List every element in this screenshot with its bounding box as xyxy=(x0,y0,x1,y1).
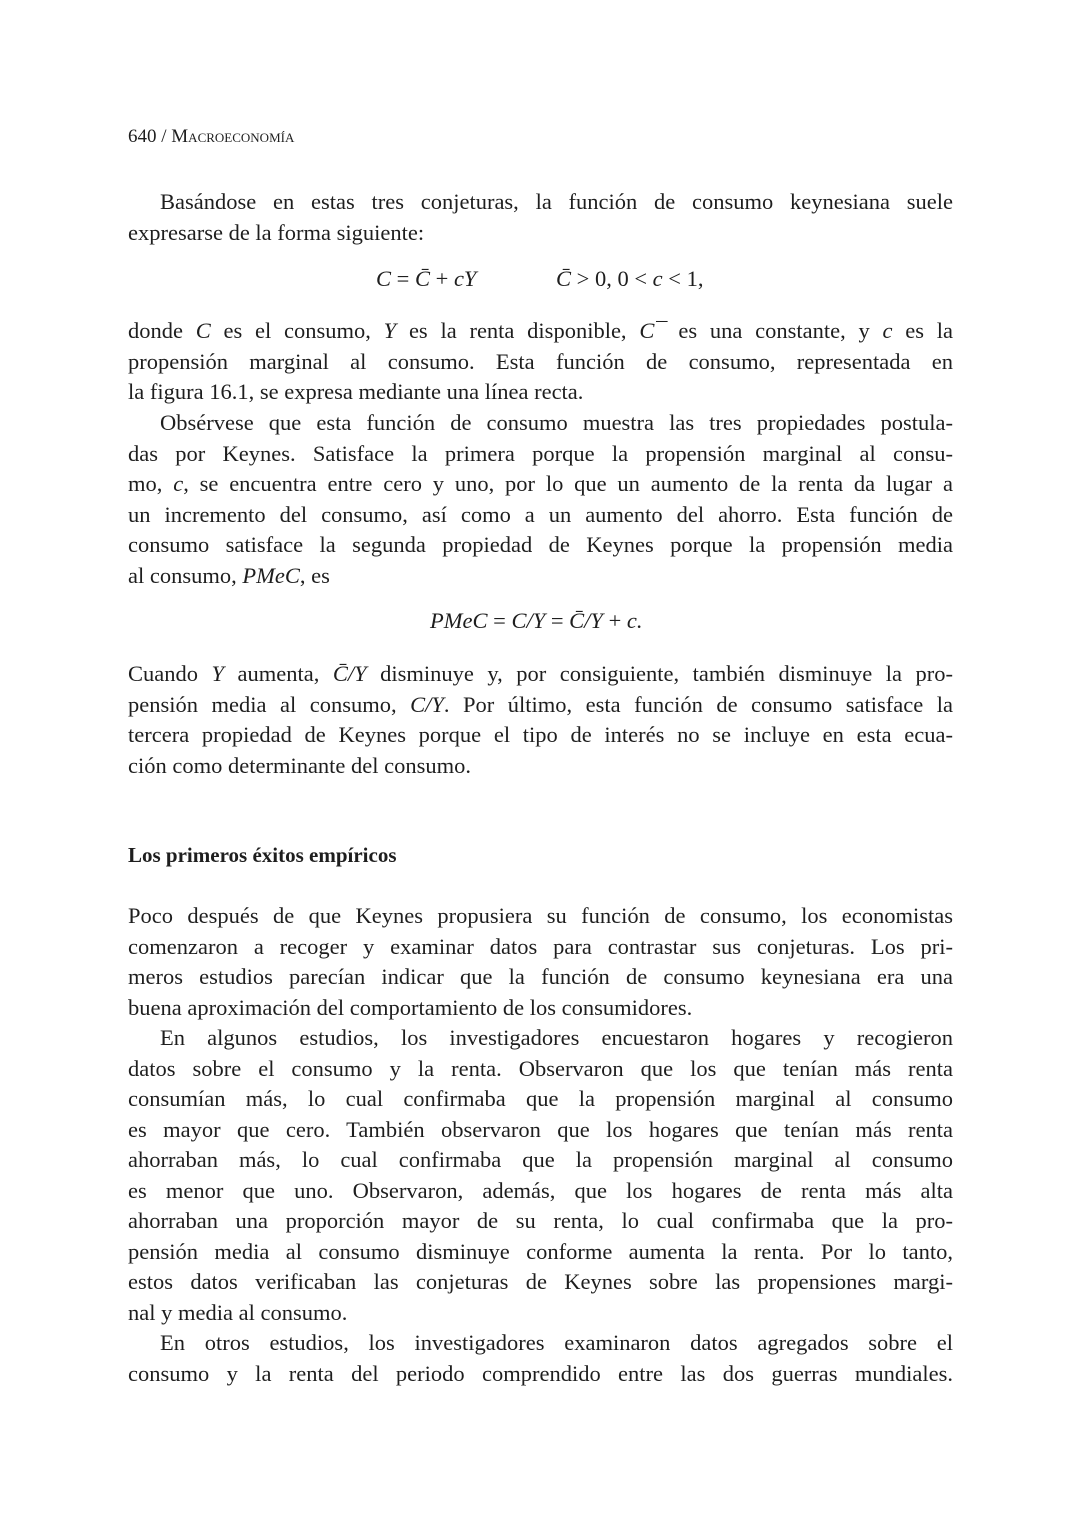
text-run: es mayor que cero. También observaron que los hogares que tenían más renta xyxy=(128,1116,953,1142)
paragraph xyxy=(128,316,953,408)
text-run: buena aproximación del comportamiento de los consumidores. xyxy=(128,994,693,1020)
text-run: < 1, xyxy=(662,266,704,291)
text-run: + xyxy=(429,266,454,291)
text-run: nal y media al consumo. xyxy=(128,1299,348,1325)
text-run: consumo y la renta del periodo comprendido entre las dos guerras mundiales. xyxy=(128,1360,953,1386)
math-symbol: PMeC xyxy=(430,608,488,633)
text-run: aumenta, xyxy=(224,661,333,686)
text-run: En otros estudios, los investigadores examinaron datos agregados sobre el xyxy=(160,1330,953,1355)
running-header xyxy=(128,126,294,148)
text-line xyxy=(128,901,953,932)
math-symbol: C/Y xyxy=(511,608,546,633)
text-line xyxy=(128,500,953,531)
average-propensity-equation xyxy=(430,608,643,634)
text-run: un incremento del consumo, así como a un aumento del ahorro. Esta función de xyxy=(128,501,953,527)
text-run: meros estudios parecían indicar que la función de consumo keynesiana era una xyxy=(128,964,953,989)
text-line xyxy=(128,1023,953,1054)
text-run: es la xyxy=(892,318,953,343)
paragraph xyxy=(128,187,953,248)
text-line xyxy=(128,751,953,782)
text-run: tercera propiedad de Keynes porque el tipo de interés no se incluye en esta ecua- xyxy=(128,722,953,747)
text-line xyxy=(128,439,953,470)
text-run: , es xyxy=(299,562,330,588)
running-title: Macroeconomía xyxy=(171,126,295,147)
math-symbol: PMeC xyxy=(242,562,300,588)
text-line xyxy=(128,720,953,751)
text-line xyxy=(128,932,953,963)
text-run: , se encuentra entre cero y uno, por lo que un aumento de la renta da lugar a xyxy=(183,471,953,496)
text-run: > 0, 0 < xyxy=(571,266,653,291)
consumption-function-constraints xyxy=(556,266,703,292)
text-line xyxy=(128,408,953,439)
text-run: es menor que uno. Observaron, además, que los hogares de renta más alta xyxy=(128,1177,953,1203)
text-line xyxy=(128,993,953,1024)
text-run: pensión media al consumo, xyxy=(128,691,411,717)
paragraph xyxy=(128,408,953,591)
text-run: Poco después de que Keynes propusiera su función de consumo, los economistas xyxy=(128,903,953,928)
text-line xyxy=(128,1054,953,1085)
text-run: + xyxy=(602,608,627,633)
math-symbol: C xyxy=(376,266,392,291)
text-run: En algunos estudios, los investigadores encuestaron hogares y recogieron xyxy=(160,1025,953,1050)
text-run: la figura 16.1, se expresa mediante una línea recta. xyxy=(128,379,584,404)
text-run: consumían más, lo cual confirmaba que la propensión marginal al consumo xyxy=(128,1086,953,1111)
text-line xyxy=(128,1359,953,1390)
text-run: al consumo, xyxy=(128,562,243,588)
math-symbol: c xyxy=(173,471,184,496)
paragraph xyxy=(128,659,953,781)
text-run: expresarse de la forma siguiente: xyxy=(128,219,425,245)
consumption-function-equation xyxy=(376,266,476,292)
paragraph xyxy=(128,901,953,1023)
text-line xyxy=(128,1267,953,1298)
text-line xyxy=(128,690,953,721)
text-run: = xyxy=(391,266,415,291)
text-line xyxy=(128,659,953,690)
page-number: 640 / xyxy=(128,126,167,147)
text-run: = xyxy=(487,608,512,633)
text-line xyxy=(128,469,953,500)
math-symbol: C̄ xyxy=(556,266,572,291)
text-line xyxy=(128,1084,953,1115)
paragraph xyxy=(128,1328,953,1389)
text-line xyxy=(128,1176,953,1207)
math-symbol: C xyxy=(195,318,211,343)
text-run: Basándose en estas tres conjeturas, la función de consumo keynesiana suele xyxy=(160,189,953,214)
text-run: pensión media al consumo disminuye conforme aumenta la renta. Por lo tanto, xyxy=(128,1238,953,1264)
text-run: disminuye y, por consiguiente, también disminuye la pro- xyxy=(366,661,954,686)
text-line xyxy=(128,1115,953,1146)
text-line xyxy=(128,1328,953,1359)
text-run: es la renta disponible, xyxy=(396,318,640,343)
text-line xyxy=(128,1298,953,1329)
math-symbol: cY xyxy=(453,266,477,291)
text-line xyxy=(128,561,953,592)
math-symbol: Y xyxy=(211,661,225,686)
text-run: Cuando xyxy=(128,661,212,686)
text-line xyxy=(128,1145,953,1176)
section-heading: Los primeros éxitos empíricos xyxy=(128,843,397,867)
math-symbol: c. xyxy=(626,608,643,633)
text-line xyxy=(128,1237,953,1268)
math-symbol: C̄/Y xyxy=(332,661,367,686)
text-run: es una constante, y xyxy=(665,318,883,343)
text-line xyxy=(128,347,953,378)
text-run: comenzaron a recoger y examinar datos para contrastar sus conjeturas. Los pri- xyxy=(128,933,953,959)
text-line xyxy=(128,187,953,218)
text-run: mo, xyxy=(128,471,174,496)
math-symbol: c xyxy=(882,318,893,343)
text-run: donde xyxy=(128,318,196,343)
text-run: estos datos verificaban las conjeturas de Keynes sobre las propensiones margi- xyxy=(128,1269,953,1294)
text-run: propensión marginal al consumo. Esta función de consumo, representada en xyxy=(128,348,953,374)
math-symbol: C/Y xyxy=(410,691,444,717)
math-symbol: C¯ xyxy=(639,318,666,343)
text-run: = xyxy=(545,608,570,633)
text-run: ahorraban más, lo cual confirmaba que la propensión marginal al consumo xyxy=(128,1147,953,1172)
text-line xyxy=(128,377,953,408)
text-line xyxy=(128,530,953,561)
paragraph xyxy=(128,1023,953,1328)
text-run: datos sobre el consumo y la renta. Observaron que los que tenían más renta xyxy=(128,1055,953,1081)
text-run: ción como determinante del consumo. xyxy=(128,752,472,778)
text-line xyxy=(128,1206,953,1237)
math-symbol: C̄/Y xyxy=(569,608,603,633)
text-line xyxy=(128,218,953,249)
text-line xyxy=(128,962,953,993)
text-line xyxy=(128,316,953,347)
math-symbol: c xyxy=(652,266,663,291)
text-run: das por Keynes. Satisface la primera porque la propensión marginal al consu- xyxy=(128,440,953,466)
text-run: . Por último, esta función de consumo satisface la xyxy=(443,691,953,717)
text-run: es el consumo, xyxy=(210,318,384,343)
math-symbol: Y xyxy=(383,318,397,343)
math-symbol: C̄ xyxy=(414,266,430,291)
text-run: Obsérvese que esta función de consumo muestra las tres propiedades postula- xyxy=(160,410,953,435)
text-run: consumo satisface la segunda propiedad de Keynes porque la propensión media xyxy=(128,532,953,557)
text-run: ahorraban una proporción mayor de su renta, lo cual confirmaba que la pro- xyxy=(128,1208,953,1233)
